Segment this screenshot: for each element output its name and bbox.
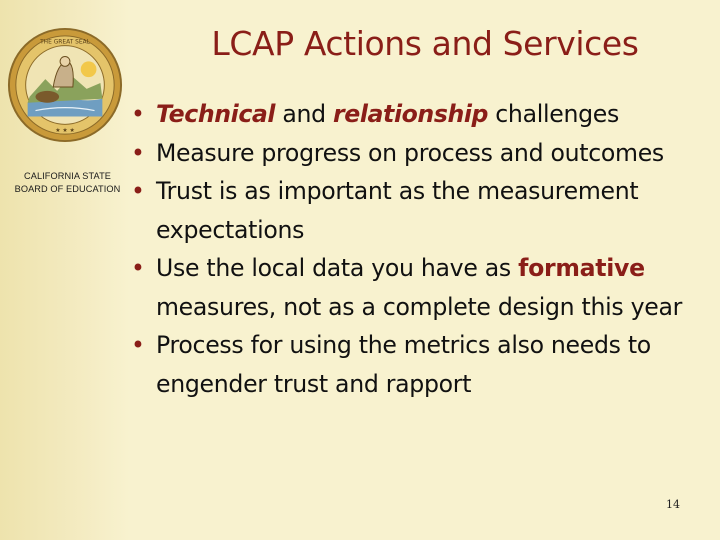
bullet-text: measures, not as a complete design this year	[156, 292, 683, 321]
bullet-text: Trust is as important as the measurement expectations	[156, 177, 639, 244]
bullet-text: Process for using the metrics also needs to engender trust and rapport	[156, 331, 651, 398]
seal-ring-lettering: THE GREAT SEAL	[40, 39, 90, 46]
seal-ring-lettering-bottom: ★ ★ ★	[55, 128, 75, 135]
bullet-text-italic: relationship	[333, 100, 489, 128]
seal-of-california-icon	[6, 26, 124, 144]
bullet-item	[131, 326, 716, 403]
bullet-text: challenges	[488, 100, 620, 128]
bullet-text-bold: formative	[518, 254, 645, 282]
board-name	[0, 170, 135, 196]
slide-title: LCAP Actions and Services	[211, 24, 639, 63]
bullet-text: Measure progress on process and outcomes	[156, 138, 664, 167]
bullet-item	[131, 249, 716, 326]
board-name-line2: BOARD OF EDUCATION	[14, 184, 121, 194]
bullet-text-italic: Technical	[156, 100, 276, 128]
bullet-text: and	[275, 100, 334, 128]
bullet-item	[131, 172, 716, 249]
bullet-item	[131, 134, 716, 173]
page-number: 14	[666, 498, 680, 511]
bullet-list	[131, 95, 716, 403]
sidebar	[0, 0, 130, 540]
bullet-text: Use the local data you have as	[156, 254, 519, 282]
bullet-item	[131, 95, 716, 134]
board-name-line1: CALIFORNIA STATE	[23, 171, 112, 181]
